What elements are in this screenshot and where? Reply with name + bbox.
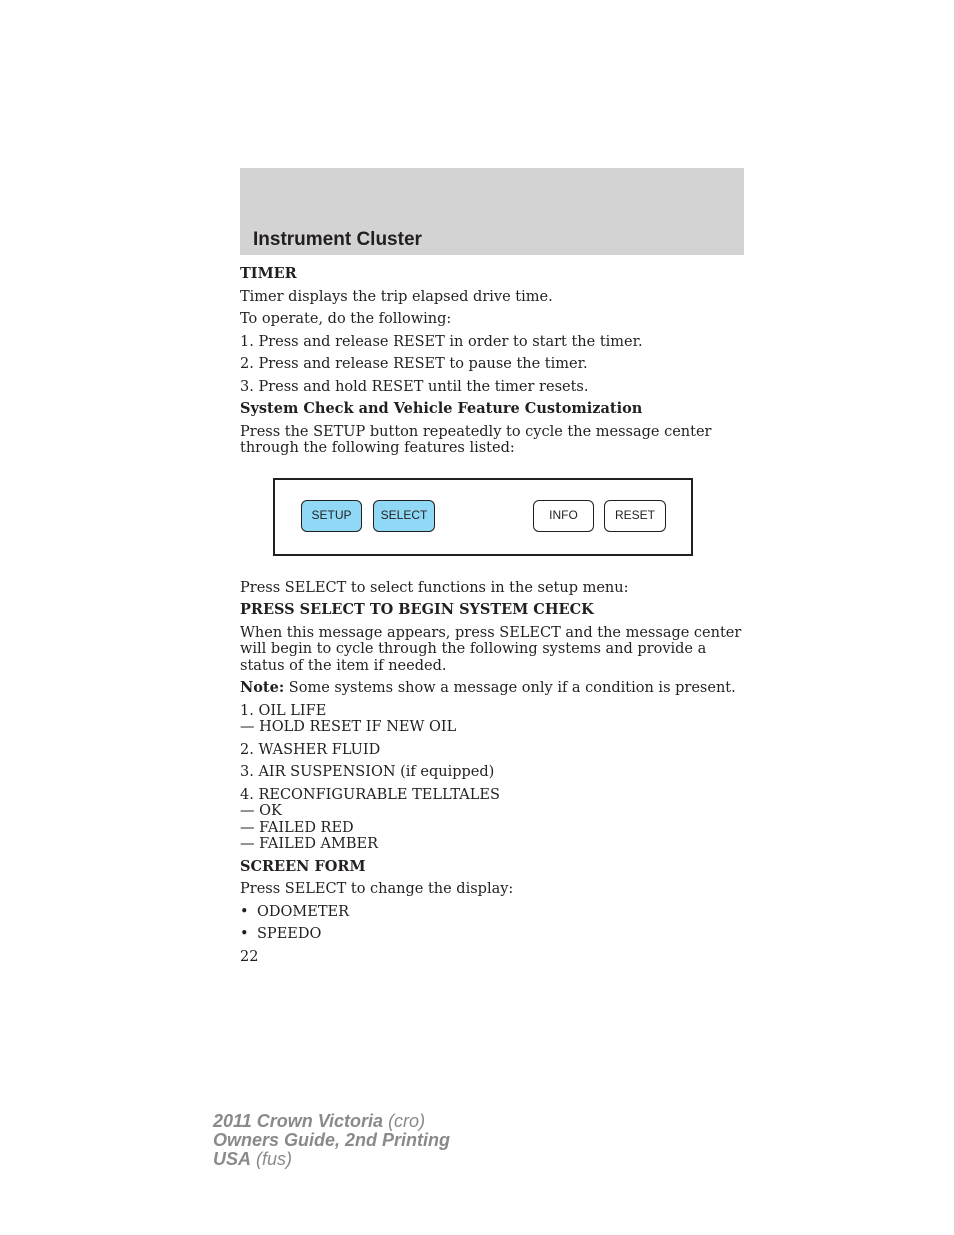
telltales-ok: — OK: [240, 803, 282, 819]
footer-market-code: (fus): [251, 1149, 293, 1169]
screen-form-heading: SCREEN FORM: [240, 857, 366, 875]
page-content: [240, 266, 744, 971]
timer-step-1: 1. Press and release RESET in order to start the timer.: [240, 333, 643, 350]
note-label: Note:: [240, 679, 285, 696]
list-item-label: SPEEDO: [257, 926, 322, 942]
note-text: Some systems show a message only if a condition is present.: [284, 680, 736, 696]
footer-guide: Owners Guide, 2nd Printing: [213, 1130, 451, 1150]
reset-button[interactable]: RESET: [604, 500, 666, 532]
list-item: [240, 904, 744, 921]
system-item-oil-life: 1. OIL LIFE: [240, 702, 327, 719]
setup-menu-intro: Press SELECT to select functions in the setup menu:: [240, 579, 629, 596]
telltales-failed-amber: — FAILED AMBER: [240, 836, 379, 852]
page-number: 22: [240, 948, 259, 965]
section-header-band: [240, 168, 744, 255]
system-check-intro: Press the SETUP button repeatedly to cycle the message center through the following features listed:: [240, 423, 712, 456]
list-item-label: ODOMETER: [257, 903, 350, 920]
setup-button[interactable]: SETUP: [301, 500, 362, 532]
select-button[interactable]: SELECT: [373, 500, 435, 532]
system-check-description: When this message appears, press SELECT and the message center will begin to cycle through the following systems and provide a status of the item if needed.: [240, 624, 742, 674]
timer-step-3: 3. Press and hold RESET until the timer resets.: [240, 378, 589, 395]
timer-step-2: 2. Press and release RESET to pause the timer.: [240, 356, 588, 372]
timer-operate-intro: To operate, do the following:: [240, 311, 452, 327]
list-item: [240, 926, 744, 943]
section-title: Instrument Cluster: [253, 229, 422, 250]
note-paragraph: [240, 680, 744, 697]
footer-model: 2011 Crown Victoria: [213, 1111, 384, 1131]
system-check-message-heading: PRESS SELECT TO BEGIN SYSTEM CHECK: [240, 601, 594, 618]
telltales-failed-red: — FAILED RED: [240, 819, 354, 836]
footer-market: USA: [213, 1149, 252, 1169]
document-footer: [213, 1112, 450, 1169]
system-item-telltales: 4. RECONFIGURABLE TELLTALES: [240, 786, 500, 803]
system-check-heading: System Check and Vehicle Feature Customization: [240, 400, 643, 417]
message-center-button-panel: [273, 478, 693, 556]
bullet-icon: •: [240, 903, 249, 920]
info-button[interactable]: INFO: [533, 500, 594, 532]
system-item-washer-fluid: 2. WASHER FLUID: [240, 741, 381, 758]
timer-description: Timer displays the trip elapsed drive time.: [240, 288, 553, 305]
footer-model-code: (cro): [383, 1111, 426, 1131]
system-item-oil-life-sub: — HOLD RESET IF NEW OIL: [240, 719, 457, 735]
system-item-air-suspension: 3. AIR SUSPENSION (if equipped): [240, 764, 495, 780]
timer-heading: TIMER: [240, 265, 297, 282]
bullet-icon: •: [240, 926, 249, 942]
screen-form-intro: Press SELECT to change the display:: [240, 881, 514, 897]
